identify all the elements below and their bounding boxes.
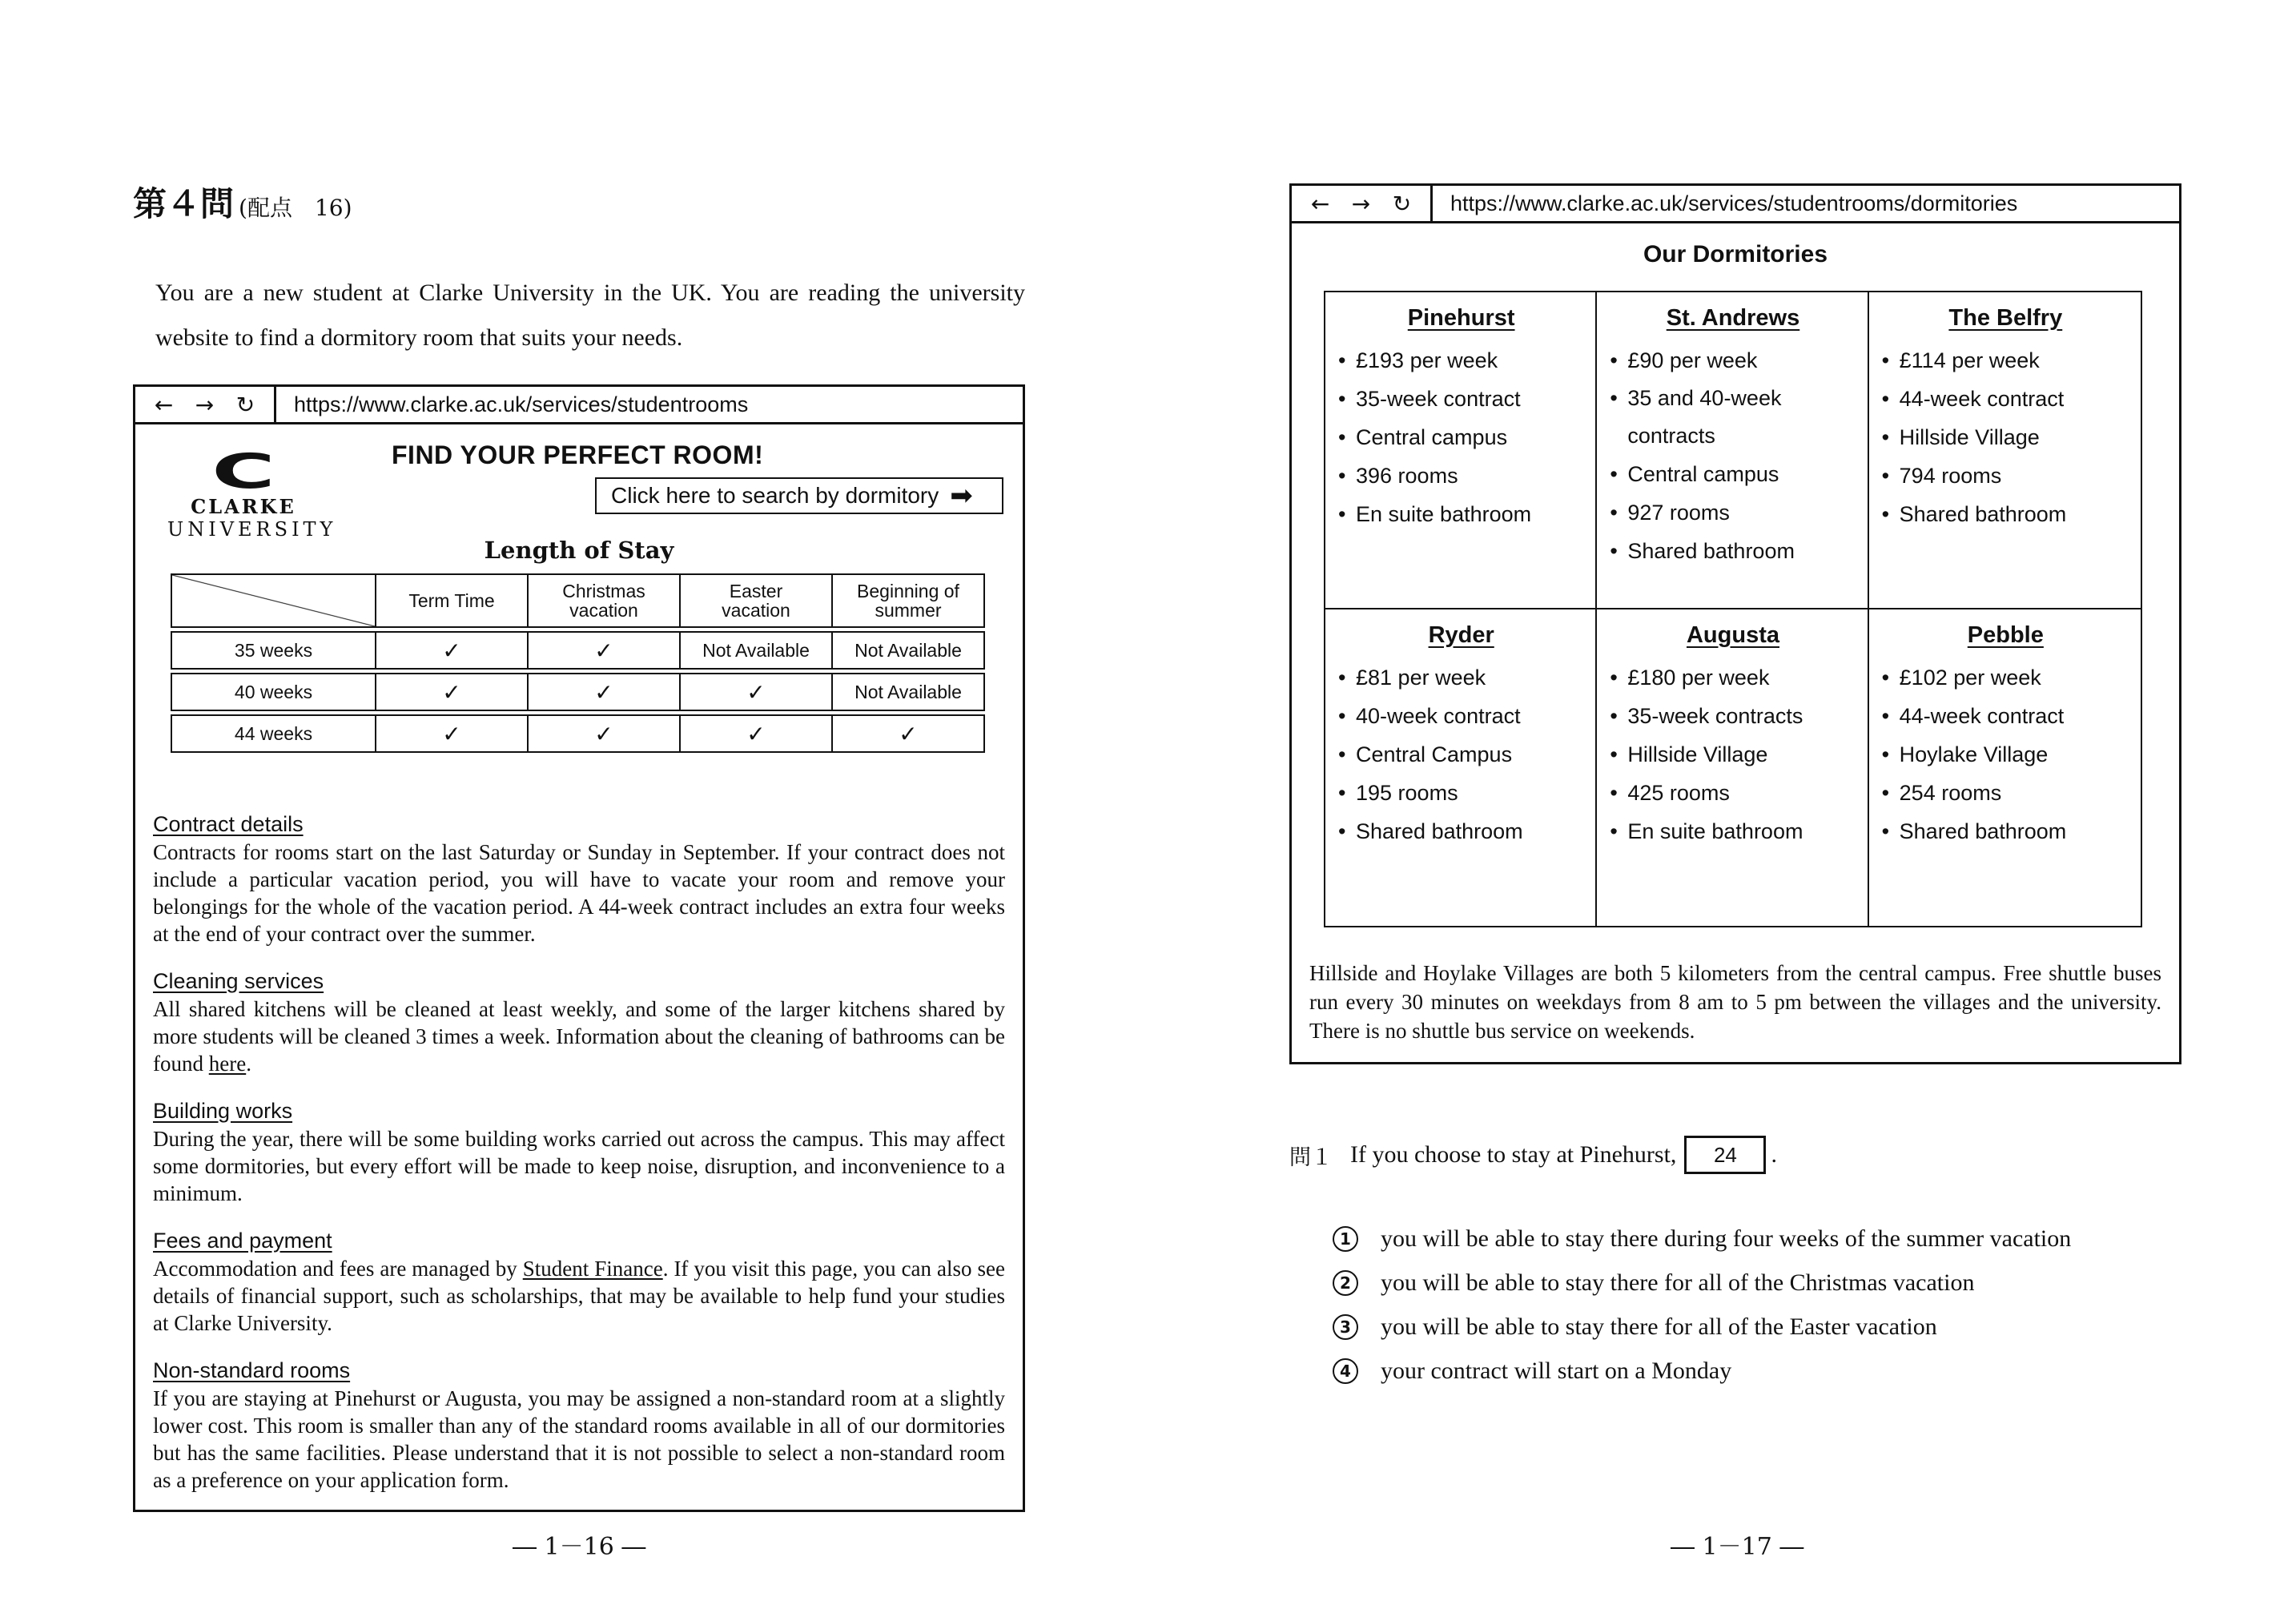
dorm-detail: • En suite bathroom: [1610, 812, 1856, 851]
table-header-row: [171, 574, 984, 627]
fees-text: Accommodation and fees are managed by: [153, 1257, 523, 1281]
right-arrow-icon: ➡: [950, 481, 973, 511]
reload-icon[interactable]: ↻: [1392, 190, 1412, 217]
option-text: you will be able to stay there during four weeks of the summer vacation: [1381, 1225, 2072, 1252]
question-1-stem-end: .: [1771, 1141, 1777, 1168]
rooms-page-content: [135, 424, 1023, 1514]
question-heading: [133, 178, 352, 226]
dorm-detail: • 35-week contracts: [1610, 697, 1856, 735]
back-arrow-icon[interactable]: ←: [154, 391, 174, 418]
building-works-body: During the year, there will be some building works carried out across the campus. This may affect some dormitories, but every effort will be made to keep noise, disruption, and inconvenience to a minimum.: [153, 1127, 1005, 1205]
dorm-detail: • £90 per week: [1610, 341, 1856, 380]
dorm-detail: • £114 per week: [1882, 341, 2129, 380]
dorm-name: Augusta: [1686, 621, 1779, 648]
option-number: 1: [1333, 1226, 1358, 1252]
page-number-right: ― 1－17 ―: [1671, 1533, 1804, 1561]
cleaning-services-section: [153, 969, 1005, 1077]
option-number: 4: [1333, 1358, 1358, 1384]
cleaning-services-title: Cleaning services: [153, 969, 324, 993]
table-cell: Not Available: [832, 674, 984, 710]
fees-text-end: . If you visit this page, you can also see details of financial support, such as scholarships, that may be available to help fund your studies at Clarke University.: [153, 1257, 1005, 1335]
dorm-detail: • 44-week contract: [1882, 697, 2129, 735]
building-works-section: [153, 1099, 1005, 1207]
dorm-detail: • Central campus: [1610, 455, 1856, 493]
url-field[interactable]: https://www.clarke.ac.uk/services/studentrooms: [294, 392, 749, 416]
dorm-details: [1882, 658, 2129, 851]
back-arrow-icon[interactable]: ←: [1310, 190, 1330, 217]
dormitories-browser-window: [1289, 183, 2181, 1064]
dorm-card-pebble: [1869, 609, 2141, 927]
dorm-detail: • Hillside Village: [1610, 735, 1856, 774]
non-standard-rooms-body: If you are staying at Pinehurst or Augusta, you may be assigned a non-standard room at a slightly lower cost. This room is smaller than any of the standard rooms available in all of our dormitories but has the same facilities. Please understand that it is not possible to select a non-standard room as a preference on your application form.: [153, 1386, 1005, 1492]
nav-buttons: [135, 387, 276, 422]
contract-details-section: [153, 812, 1005, 947]
option-number: 2: [1333, 1270, 1358, 1296]
dorm-detail: • Shared bathroom: [1338, 812, 1584, 851]
page-title: FIND YOUR PERFECT ROOM!: [392, 440, 764, 469]
option-3[interactable]: [1333, 1313, 1937, 1341]
intro-text: You are a new student at Clarke University in the UK. You are reading the university website to find a dormitory room that suits your needs.: [155, 280, 1025, 351]
table-cell: Not Available: [832, 632, 984, 669]
bathroom-cleaning-link[interactable]: here: [208, 1052, 247, 1076]
dorm-card-augusta: [1597, 609, 1868, 927]
question-1-label: 問１: [1289, 1144, 1333, 1170]
forward-arrow-icon[interactable]: →: [195, 391, 215, 418]
nav-buttons: [1292, 186, 1433, 221]
dorm-detail: • 396 rooms: [1338, 457, 1584, 495]
dorm-card-the-belfry: [1869, 292, 2141, 609]
option-text: you will be able to stay there for all of the Easter vacation: [1381, 1313, 1937, 1340]
dorm-card-ryder: [1325, 609, 1597, 927]
dorm-details: [1338, 341, 1584, 533]
table-cell: ✓: [680, 715, 832, 752]
option-text: you will be able to stay there for all of the Christmas vacation: [1381, 1269, 1975, 1296]
dormitories-title: Our Dormitories: [1643, 241, 1828, 267]
table-row: [171, 674, 984, 710]
table-cell: ✓: [376, 632, 528, 669]
question-points: (配点 16): [239, 195, 352, 221]
dorm-name: Pinehurst: [1407, 305, 1515, 331]
dorm-detail: • Hoylake Village: [1882, 735, 2129, 774]
option-2[interactable]: [1333, 1269, 1974, 1297]
dorm-details: [1338, 658, 1584, 851]
dorm-card-st-andrews: [1597, 292, 1868, 609]
question-1-stem: If you choose to stay at Pinehurst,: [1350, 1141, 1677, 1168]
dorm-detail: • £81 per week: [1338, 658, 1584, 697]
dorm-detail: • £193 per week: [1338, 341, 1584, 380]
contract-details-title: Contract details: [153, 812, 304, 836]
address-bar: [135, 387, 1023, 424]
building-works-title: Building works: [153, 1099, 293, 1123]
option-number: 3: [1333, 1314, 1358, 1340]
dorm-detail: • £102 per week: [1882, 658, 2129, 697]
dorm-detail: • 44-week contract: [1882, 380, 2129, 418]
fees-payment-title: Fees and payment: [153, 1229, 332, 1253]
rooms-browser-window: [133, 384, 1025, 1512]
table-cell: ✓: [376, 715, 528, 752]
length-of-stay-table: [171, 573, 985, 753]
table-row: [171, 632, 984, 669]
student-finance-link[interactable]: Student Finance: [522, 1257, 663, 1281]
reload-icon[interactable]: ↻: [235, 391, 255, 418]
address-bar: [1292, 186, 2179, 223]
clarke-logo: [167, 444, 337, 541]
dorm-detail: • 794 rooms: [1882, 457, 2129, 495]
col-summer-label: Beginning of summer: [857, 581, 959, 621]
dorm-card-pinehurst: [1325, 292, 1597, 609]
col-christmas: [528, 574, 680, 627]
question-number: 第４問: [133, 184, 235, 223]
table-cell: Not Available: [680, 632, 832, 669]
dorm-name: Pebble: [1967, 621, 2044, 648]
dorm-detail: • 35 and 40-week contracts: [1610, 380, 1803, 455]
col-easter-label: Easter vacation: [722, 581, 790, 621]
table-cell: ✓: [528, 674, 680, 710]
dorm-detail: • 425 rooms: [1610, 774, 1856, 812]
dormitories-grid: [1324, 291, 2142, 927]
logo-university: UNIVERSITY: [167, 518, 337, 541]
dorm-details: [1610, 341, 1856, 570]
non-standard-rooms-section: [153, 1358, 1005, 1494]
col-summer: [832, 574, 984, 627]
length-of-stay-title: Length of Stay: [484, 537, 674, 564]
option-text: your contract will start on a Monday: [1381, 1358, 1732, 1384]
row-label: 35 weeks: [171, 632, 376, 669]
dorm-name: The Belfry: [1948, 305, 2063, 331]
page-number-left: ― 1－16 ―: [513, 1533, 646, 1561]
col-easter: [680, 574, 832, 627]
dorm-details: [1610, 658, 1856, 851]
dorm-detail: • Shared bathroom: [1610, 532, 1856, 570]
col-term-time: Term Time: [376, 574, 528, 627]
dorm-name: St. Andrews: [1666, 305, 1800, 331]
non-standard-rooms-title: Non-standard rooms: [153, 1358, 351, 1382]
dorm-detail: • 195 rooms: [1338, 774, 1584, 812]
fees-payment-section: [153, 1229, 1005, 1337]
table-cell: ✓: [528, 632, 680, 669]
logo-name: CLARKE: [191, 495, 296, 518]
dorm-details: [1882, 341, 2129, 533]
villages-shuttle-note: Hillside and Hoylake Villages are both 5 kilometers from the central campus. Free shuttle buses run every 30 minutes on weekdays from 8 am to 5 pm between the villages and the university. There is no shuttle bus service on weekends.: [1309, 961, 2161, 1043]
row-label: 40 weeks: [171, 674, 376, 710]
dorm-detail: • Central campus: [1338, 418, 1584, 457]
table-corner-cell: [171, 574, 376, 627]
table-row: [171, 715, 984, 752]
table-cell: ✓: [376, 674, 528, 710]
dorm-detail: • 254 rooms: [1882, 774, 2129, 812]
question-1: [1289, 1136, 1777, 1174]
option-1[interactable]: [1333, 1225, 2071, 1253]
dorm-detail: • En suite bathroom: [1338, 495, 1584, 533]
dorm-detail: • 927 rooms: [1610, 493, 1856, 532]
cleaning-services-body: [153, 996, 1005, 1077]
answer-box: 24: [1684, 1136, 1766, 1174]
search-button-label: Click here to search by dormitory: [611, 483, 939, 508]
url-field[interactable]: https://www.clarke.ac.uk/services/studentrooms/dormitories: [1450, 191, 2018, 215]
dorm-detail: • Hillside Village: [1882, 418, 2129, 457]
option-4[interactable]: [1333, 1358, 1731, 1385]
dorm-detail: • £180 per week: [1610, 658, 1856, 697]
table-cell: ✓: [832, 715, 984, 752]
cleaning-text-end: .: [246, 1052, 251, 1076]
col-christmas-label: Christmas vacation: [562, 581, 645, 621]
cleaning-text: All shared kitchens will be cleaned at least weekly, and some of the larger kitchens shared by more students will be cleaned 3 times a week. Information about the cleaning of bathrooms can be found: [153, 997, 1005, 1076]
dorm-detail: • Shared bathroom: [1882, 495, 2129, 533]
dormitories-page-content: [1292, 223, 2179, 1064]
dorm-name: Ryder: [1428, 621, 1494, 648]
logo-c-icon: C: [211, 444, 275, 500]
search-by-dormitory-button[interactable]: [595, 477, 1003, 514]
table-cell: ✓: [528, 715, 680, 752]
fees-payment-body: [153, 1255, 1005, 1337]
row-label: 44 weeks: [171, 715, 376, 752]
dorm-detail: • 35-week contract: [1338, 380, 1584, 418]
forward-arrow-icon[interactable]: →: [1351, 190, 1371, 217]
dorm-detail: • Central Campus: [1338, 735, 1584, 774]
dorm-detail: • 40-week contract: [1338, 697, 1584, 735]
contract-details-body: Contracts for rooms start on the last Saturday or Sunday in September. If your contract does not include a particular vacation period, you will have to vacate your room and remove your belongings for the whole of the vacation period. A 44-week contract includes an extra four weeks at the end of your contract over the summer.: [153, 840, 1005, 946]
dorm-detail: • Shared bathroom: [1882, 812, 2129, 851]
table-cell: ✓: [680, 674, 832, 710]
